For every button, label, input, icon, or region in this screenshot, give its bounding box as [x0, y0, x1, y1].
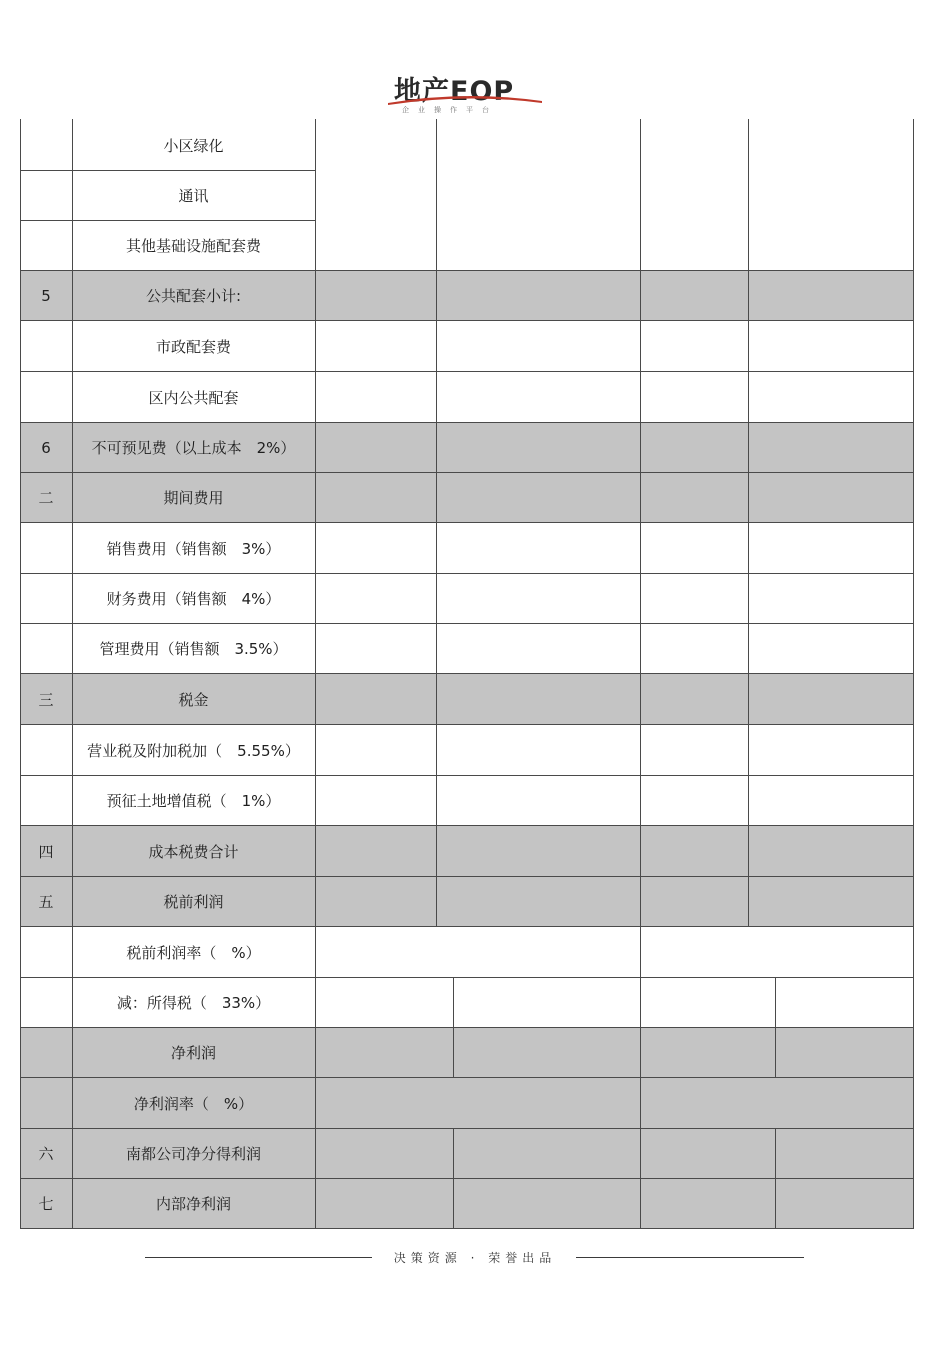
row-divider	[20, 1178, 914, 1179]
column-divider	[315, 977, 316, 1028]
row-label: 不可预见费（以上成本 2%）	[91, 439, 296, 457]
row-label: 营业税及附加税加（ 5.55%）	[87, 741, 300, 760]
column-divider	[72, 422, 73, 473]
column-divider	[72, 1128, 73, 1179]
column-divider	[315, 825, 316, 877]
column-divider	[913, 422, 914, 473]
column-divider	[436, 422, 437, 473]
column-divider	[436, 876, 437, 927]
row-divider	[20, 422, 914, 423]
column-divider	[748, 270, 749, 321]
column-divider	[775, 1178, 776, 1229]
column-divider	[748, 573, 749, 624]
column-divider	[72, 977, 73, 1028]
column-divider	[436, 522, 437, 574]
column-divider	[748, 170, 749, 221]
column-divider	[20, 320, 21, 372]
column-divider	[640, 1128, 641, 1179]
column-divider	[20, 623, 21, 674]
column-divider	[913, 573, 914, 624]
column-divider	[913, 724, 914, 776]
shaded-row-bg	[20, 1178, 913, 1228]
column-divider	[913, 1178, 914, 1229]
column-divider	[436, 220, 437, 271]
column-divider	[20, 522, 21, 574]
column-divider	[748, 220, 749, 271]
column-divider	[20, 926, 21, 978]
column-divider	[436, 825, 437, 877]
column-divider	[913, 926, 914, 978]
column-divider	[640, 270, 641, 321]
row-index: 七	[38, 1195, 54, 1213]
row-divider	[20, 775, 914, 776]
column-divider	[315, 119, 316, 171]
column-divider	[20, 724, 21, 776]
column-divider	[436, 673, 437, 725]
column-divider	[640, 220, 641, 271]
column-divider	[20, 1027, 21, 1078]
column-divider	[315, 422, 316, 473]
column-divider	[315, 775, 316, 826]
column-divider	[640, 926, 641, 978]
column-divider	[748, 623, 749, 674]
column-divider	[20, 220, 21, 271]
row-index: 四	[38, 842, 54, 861]
row-divider	[20, 522, 914, 523]
row-label: 销售费用（销售额 3%）	[106, 539, 281, 558]
shaded-row-bg	[20, 472, 913, 522]
row-label: 市政配套费	[155, 337, 232, 356]
column-divider	[436, 775, 437, 826]
column-divider	[436, 371, 437, 423]
column-divider	[913, 775, 914, 826]
row-divider	[20, 573, 914, 574]
column-divider	[72, 472, 73, 523]
row-divider	[20, 1228, 914, 1229]
column-divider	[20, 119, 21, 171]
column-divider	[913, 876, 914, 927]
column-divider	[20, 775, 21, 826]
column-divider	[436, 472, 437, 523]
row-divider	[20, 876, 914, 877]
column-divider	[20, 1077, 21, 1129]
column-divider	[315, 1077, 316, 1129]
column-divider	[315, 673, 316, 725]
column-divider	[20, 270, 21, 321]
row-label: 净利润	[170, 1044, 217, 1062]
row-label: 小区绿化	[163, 136, 224, 155]
column-divider	[315, 573, 316, 624]
row-index: 5	[41, 287, 51, 305]
row-divider	[20, 472, 914, 473]
column-divider	[315, 1027, 316, 1078]
column-divider	[20, 371, 21, 423]
shaded-row-bg	[20, 1027, 913, 1077]
column-divider	[315, 472, 316, 523]
column-divider	[72, 320, 73, 372]
column-divider	[640, 170, 641, 221]
column-divider	[453, 1027, 454, 1078]
column-divider	[748, 724, 749, 776]
column-divider	[748, 320, 749, 372]
row-divider	[20, 724, 914, 725]
column-divider	[20, 876, 21, 927]
column-divider	[315, 170, 316, 221]
row-divider	[20, 825, 914, 826]
column-divider	[913, 623, 914, 674]
column-divider	[748, 371, 749, 423]
row-label: 净利润率（ %）	[133, 1094, 254, 1113]
column-divider	[640, 522, 641, 574]
footer-rule-right	[576, 1257, 804, 1258]
column-divider	[913, 119, 914, 171]
column-divider	[913, 472, 914, 523]
column-divider	[72, 170, 73, 221]
row-divider	[20, 371, 914, 372]
column-divider	[640, 320, 641, 372]
column-divider	[72, 522, 73, 574]
row-divider	[20, 320, 914, 321]
column-divider	[913, 320, 914, 372]
column-divider	[72, 1077, 73, 1129]
column-divider	[72, 775, 73, 826]
column-divider	[775, 1128, 776, 1179]
column-divider	[315, 270, 316, 321]
logo-mark: 地产EOP	[394, 76, 515, 107]
column-divider	[72, 573, 73, 624]
column-divider	[72, 876, 73, 927]
column-divider	[315, 522, 316, 574]
column-divider	[913, 371, 914, 423]
column-divider	[436, 573, 437, 624]
column-divider	[913, 522, 914, 574]
column-divider	[640, 825, 641, 877]
column-divider	[72, 623, 73, 674]
row-label: 管理费用（销售额 3.5%）	[99, 640, 288, 658]
row-label: 期间费用	[163, 489, 224, 507]
shaded-row-bg	[20, 673, 913, 724]
column-divider	[640, 673, 641, 725]
column-divider	[20, 170, 21, 221]
row-divider	[20, 270, 914, 271]
column-divider	[72, 220, 73, 271]
column-divider	[315, 220, 316, 271]
column-divider	[640, 371, 641, 423]
column-divider	[436, 270, 437, 321]
column-divider	[748, 522, 749, 574]
column-divider	[640, 119, 641, 171]
row-label: 税前利润率（ %）	[126, 943, 261, 962]
footer-text: 决策资源 · 荣誉出品	[393, 1251, 557, 1265]
column-divider	[913, 1027, 914, 1078]
column-divider	[20, 573, 21, 624]
column-divider	[748, 673, 749, 725]
row-divider	[20, 673, 914, 674]
row-label: 内部净利润	[155, 1195, 232, 1213]
column-divider	[913, 1077, 914, 1129]
column-divider	[436, 623, 437, 674]
row-divider	[20, 623, 914, 624]
column-divider	[748, 876, 749, 927]
column-divider	[315, 1178, 316, 1229]
column-divider	[640, 1077, 641, 1129]
column-divider	[640, 724, 641, 776]
column-divider	[20, 422, 21, 473]
column-divider	[20, 825, 21, 877]
column-divider	[640, 573, 641, 624]
row-label: 税金	[178, 690, 209, 709]
column-divider	[453, 977, 454, 1028]
column-divider	[640, 1027, 641, 1078]
row-label: 预征土地增值税（ 1%）	[106, 792, 281, 810]
column-divider	[748, 775, 749, 826]
column-divider	[20, 1178, 21, 1229]
column-divider	[72, 270, 73, 321]
column-divider	[72, 119, 73, 171]
column-divider	[913, 170, 914, 221]
column-divider	[640, 472, 641, 523]
row-divider	[20, 977, 914, 978]
row-divider	[20, 220, 316, 221]
column-divider	[72, 825, 73, 877]
column-divider	[72, 1178, 73, 1229]
row-label: 南都公司净分得利润	[125, 1145, 262, 1163]
column-divider	[436, 320, 437, 372]
row-label: 通讯	[178, 187, 209, 205]
column-divider	[913, 825, 914, 877]
column-divider	[315, 876, 316, 927]
column-divider	[72, 926, 73, 978]
column-divider	[436, 724, 437, 776]
row-divider	[20, 926, 914, 927]
column-divider	[20, 977, 21, 1028]
column-divider	[315, 623, 316, 674]
row-label: 公共配套小计:	[145, 287, 242, 305]
shaded-row-bg	[20, 876, 913, 926]
column-divider	[913, 220, 914, 271]
row-label: 其他基础设施配套费	[125, 237, 262, 255]
column-divider	[20, 673, 21, 725]
column-divider	[913, 977, 914, 1028]
column-divider	[640, 623, 641, 674]
column-divider	[72, 1027, 73, 1078]
column-divider	[913, 1128, 914, 1179]
row-index: 6	[41, 439, 51, 457]
column-divider	[640, 876, 641, 927]
row-index: 六	[38, 1145, 54, 1163]
column-divider	[315, 320, 316, 372]
column-divider	[20, 472, 21, 523]
logo-subtitle: 企业操作平台	[402, 106, 498, 114]
row-divider	[20, 1128, 914, 1129]
row-index: 二	[38, 489, 54, 507]
column-divider	[775, 977, 776, 1028]
row-divider	[20, 170, 316, 171]
column-divider	[315, 1128, 316, 1179]
column-divider	[640, 775, 641, 826]
column-divider	[72, 724, 73, 776]
row-label: 财务费用（销售额 4%）	[106, 590, 281, 608]
column-divider	[748, 422, 749, 473]
row-label: 成本税费合计	[148, 842, 239, 861]
column-divider	[315, 724, 316, 776]
column-divider	[640, 422, 641, 473]
row-divider	[20, 1077, 914, 1078]
column-divider	[315, 371, 316, 423]
column-divider	[436, 119, 437, 171]
column-divider	[748, 119, 749, 171]
row-divider	[20, 1027, 914, 1028]
row-label: 区内公共配套	[148, 388, 239, 407]
column-divider	[72, 673, 73, 725]
column-divider	[748, 472, 749, 523]
column-divider	[436, 170, 437, 221]
row-index: 五	[38, 893, 54, 911]
row-label: 减：所得税（ 33%）	[116, 994, 271, 1012]
column-divider	[453, 1128, 454, 1179]
column-divider	[20, 1128, 21, 1179]
column-divider	[748, 825, 749, 877]
column-divider	[72, 371, 73, 423]
column-divider	[775, 1027, 776, 1078]
column-divider	[913, 270, 914, 321]
column-divider	[640, 1178, 641, 1229]
column-divider	[913, 673, 914, 725]
footer-rule-left	[145, 1257, 372, 1258]
column-divider	[453, 1178, 454, 1229]
column-divider	[315, 926, 316, 978]
row-index: 三	[38, 690, 54, 709]
row-label: 税前利润	[163, 893, 224, 911]
column-divider	[640, 977, 641, 1028]
